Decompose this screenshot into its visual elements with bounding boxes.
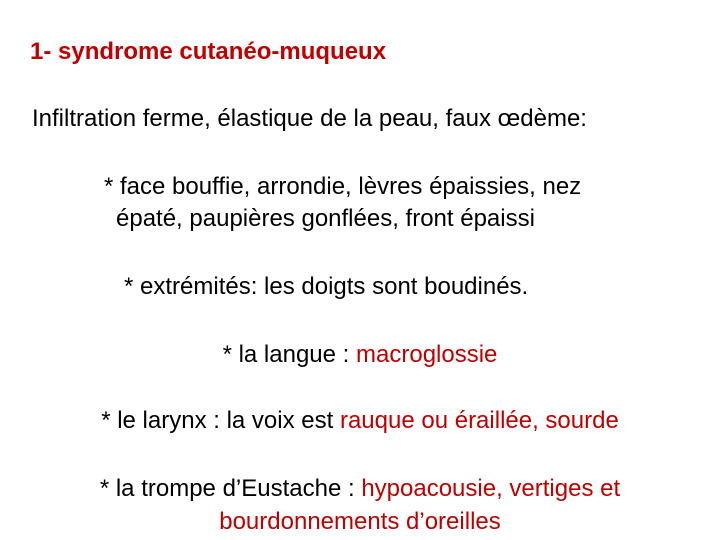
- tongue-highlight: macroglossie: [356, 341, 498, 368]
- extremities-symptom: * extrémités: les doigts sont boudinés.: [124, 273, 529, 300]
- eustache-symptom-line-1: [0, 475, 720, 503]
- larynx-symptom: [0, 407, 720, 435]
- tongue-label: * la langue :: [222, 341, 357, 368]
- face-symptom-line-2: épaté, paupières gonflées, front épaissi: [116, 205, 535, 232]
- larynx-label: * le larynx : la voix est: [101, 407, 340, 434]
- eustache-highlight-1: hypoacousie, vertiges et: [361, 475, 621, 502]
- eustache-label: * la trompe d’Eustache :: [99, 475, 362, 502]
- tongue-symptom: [0, 341, 720, 369]
- section-heading: 1- syndrome cutanéo-muqueux: [30, 38, 387, 65]
- larynx-highlight: rauque ou éraillée, sourde: [339, 407, 619, 434]
- intro-text: Infiltration ferme, élastique de la peau, faux œdème:: [32, 105, 587, 132]
- face-symptom-line-1: * face bouffie, arrondie, lèvres épaissies, nez: [104, 173, 582, 200]
- eustache-highlight-2: bourdonnements d’oreilles: [219, 508, 501, 535]
